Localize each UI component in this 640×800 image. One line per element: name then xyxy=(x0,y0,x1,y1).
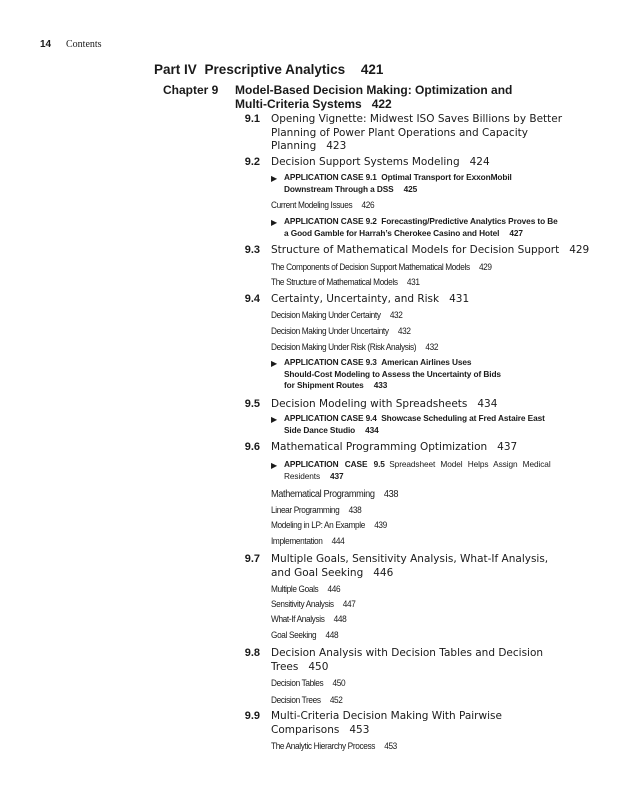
section-page: 450 xyxy=(308,660,329,673)
section-title-text: Structure of Mathematical Models for Decision Support xyxy=(271,244,560,256)
application-case-9-2[interactable] xyxy=(284,216,558,239)
subsection-title: Sensitivity Analysis xyxy=(271,599,334,609)
subsection-link[interactable] xyxy=(271,584,340,594)
section-9-2-title[interactable] xyxy=(271,156,490,170)
subsection-title: Decision Making Under Certainty xyxy=(271,310,381,320)
subsection-title: Multiple Goals xyxy=(271,584,319,594)
subsection-link[interactable] xyxy=(271,262,492,272)
subsection-title: Decision Trees xyxy=(271,695,321,705)
subsection-page: 432 xyxy=(389,310,403,320)
running-header: Contents xyxy=(66,39,102,50)
subsection-title: Decision Making Under Uncertainty xyxy=(271,326,389,336)
section-title-line: Planning xyxy=(271,140,317,153)
app-case-title: a Good Gamble for Harrah’s Cherokee Casino and Hotel xyxy=(284,227,500,238)
section-title-text: Decision Support Systems Modeling xyxy=(271,156,460,168)
subsection-page: 426 xyxy=(361,200,375,210)
subsection-title: What-If Analysis xyxy=(271,614,325,624)
app-case-page: 437 xyxy=(330,470,344,481)
section-title-line: Planning of Power Plant Operations and Capacity xyxy=(271,126,528,139)
section-page: 446 xyxy=(373,566,394,579)
subsection-title: Decision Tables xyxy=(271,678,324,688)
subsection-title: Mathematical Programming xyxy=(271,489,375,500)
section-page: 431 xyxy=(449,293,470,305)
app-case-label: APPLICATION CASE 9.5 xyxy=(284,459,385,469)
section-title-line: Opening Vignette: Midwest ISO Saves Billions by Better xyxy=(271,113,563,125)
app-case-label: APPLICATION CASE 9.1 xyxy=(284,172,377,182)
app-case-title: Showcase Scheduling at Fred Astaire East xyxy=(381,413,545,423)
subsection-link[interactable] xyxy=(271,614,346,624)
subsection-title: The Analytic Hierarchy Process xyxy=(271,741,376,751)
subsection-title: Goal Seeking xyxy=(271,630,317,640)
triangle-bullet-icon: ▶ xyxy=(271,218,278,227)
subsection-link[interactable] xyxy=(271,741,397,751)
app-case-page: 433 xyxy=(373,380,388,390)
subsection-title: Current Modeling Issues xyxy=(271,200,353,210)
section-number: 9.7 xyxy=(244,553,260,565)
app-case-title: Side Dance Studio xyxy=(284,424,356,435)
app-case-title: Downstream Through a DSS xyxy=(284,183,394,194)
section-9-7-title[interactable] xyxy=(271,553,548,580)
subsection-link[interactable] xyxy=(271,200,374,210)
application-case-9-5[interactable] xyxy=(284,459,551,482)
section-page: 437 xyxy=(497,441,518,453)
app-case-page: 427 xyxy=(509,227,523,238)
section-title-line: Trees xyxy=(271,660,299,673)
subsection-title: Linear Programming xyxy=(271,505,340,515)
subsection-page: 452 xyxy=(329,695,343,705)
subsection-link[interactable] xyxy=(271,342,438,352)
section-number: 9.2 xyxy=(244,156,260,168)
chapter-label: Chapter 9 xyxy=(163,83,219,97)
part-heading[interactable] xyxy=(154,62,383,77)
subsection-link[interactable] xyxy=(271,678,345,688)
section-9-9-title[interactable] xyxy=(271,710,502,737)
app-case-title: Forecasting/Predictive Analytics Proves to Be xyxy=(381,216,558,226)
app-case-page: 425 xyxy=(403,183,418,194)
triangle-bullet-icon: ▶ xyxy=(271,359,278,368)
subsection-title: Implementation xyxy=(271,536,323,546)
app-case-title: American Airlines Uses xyxy=(381,357,472,367)
subsection-title: The Structure of Mathematical Models xyxy=(271,277,398,287)
part-page: 421 xyxy=(360,62,384,77)
subsection-link[interactable] xyxy=(271,277,420,287)
part-title: Prescriptive Analytics xyxy=(204,62,346,77)
subsection-link[interactable] xyxy=(271,310,403,320)
section-page: 424 xyxy=(469,156,490,168)
section-title-text: Mathematical Programming Optimization xyxy=(271,441,488,453)
triangle-bullet-icon: ▶ xyxy=(271,461,278,470)
app-case-title: for Shipment Routes xyxy=(284,380,364,390)
section-9-5-title[interactable] xyxy=(271,398,497,412)
subsection-page: 439 xyxy=(374,520,387,530)
app-case-title: Should-Cost Modeling to Assess the Uncertainty of Bids xyxy=(284,368,501,379)
subsection-title: Decision Making Under Risk (Risk Analysis) xyxy=(271,342,417,352)
subsection-page: 448 xyxy=(325,630,339,640)
subsection-page: 444 xyxy=(331,536,345,546)
subsection-link[interactable] xyxy=(271,630,338,640)
application-case-9-3[interactable] xyxy=(284,357,501,392)
subsection-link[interactable] xyxy=(271,536,344,546)
chapter-title-line: Model-Based Decision Making: Optimization and xyxy=(235,83,513,97)
subsection-page: 447 xyxy=(342,599,356,609)
section-9-8-title[interactable] xyxy=(271,647,543,674)
section-title-line: Multiple Goals, Sensitivity Analysis, What-If Analysis, xyxy=(271,553,549,565)
subsection-link[interactable] xyxy=(271,599,356,609)
section-page: 423 xyxy=(326,140,347,153)
subsection-page: 450 xyxy=(332,678,346,688)
subsection-page: 429 xyxy=(478,262,492,272)
subsection-page: 432 xyxy=(425,342,439,352)
app-case-label: APPLICATION CASE 9.3 xyxy=(284,357,377,367)
subsection-page: 432 xyxy=(397,326,411,336)
section-number: 9.8 xyxy=(244,647,260,659)
page-number: 14 xyxy=(40,39,52,50)
app-case-title: Spreadsheet Model Helps Assign Medical xyxy=(389,459,551,469)
subsection-page: 438 xyxy=(383,489,399,500)
section-title-line: Comparisons xyxy=(271,723,340,736)
section-number: 9.4 xyxy=(244,293,260,305)
app-case-title: Residents xyxy=(284,470,320,481)
application-case-9-4[interactable] xyxy=(284,413,545,436)
section-title-line: and Goal Seeking xyxy=(271,566,364,579)
subsection-link[interactable] xyxy=(271,520,387,530)
triangle-bullet-icon: ▶ xyxy=(271,174,278,183)
subsection-page: 431 xyxy=(406,277,420,287)
section-number: 9.6 xyxy=(244,441,260,453)
section-title-line: Multi-Criteria Decision Making With Pairwise xyxy=(271,710,502,722)
chapter-title-line: Multi-Criteria Systems xyxy=(235,97,362,111)
section-9-4-title[interactable] xyxy=(271,293,469,307)
part-label: Part IV xyxy=(154,62,197,77)
section-9-1-title[interactable] xyxy=(271,113,562,154)
chapter-title[interactable] xyxy=(235,83,512,111)
section-title-text: Certainty, Uncertainty, and Risk xyxy=(271,293,440,305)
subsection-page: 448 xyxy=(333,614,347,624)
app-case-label: APPLICATION CASE 9.4 xyxy=(284,413,377,423)
app-case-page: 434 xyxy=(365,424,379,435)
subsection-link[interactable] xyxy=(271,489,398,500)
section-9-6-title[interactable] xyxy=(271,441,517,455)
subsection-title: Modeling in LP: An Example xyxy=(271,520,365,530)
section-9-3-title[interactable] xyxy=(271,244,589,258)
section-page: 434 xyxy=(477,398,498,410)
triangle-bullet-icon: ▶ xyxy=(271,415,278,424)
subsection-page: 438 xyxy=(348,505,362,515)
section-number: 9.9 xyxy=(244,710,260,722)
subsection-link[interactable] xyxy=(271,695,343,705)
app-case-label: APPLICATION CASE 9.2 xyxy=(284,216,377,226)
app-case-title: Optimal Transport for ExxonMobil xyxy=(381,172,512,182)
subsection-link[interactable] xyxy=(271,505,361,515)
section-title-line: Decision Analysis with Decision Tables and Decision xyxy=(271,647,544,659)
section-number: 9.5 xyxy=(244,398,260,410)
section-number: 9.1 xyxy=(244,113,260,125)
section-number: 9.3 xyxy=(244,244,260,256)
subsection-page: 446 xyxy=(327,584,341,594)
section-page: 429 xyxy=(569,244,590,256)
section-title-text: Decision Modeling with Spreadsheets xyxy=(271,398,468,410)
chapter-page: 422 xyxy=(371,97,392,111)
subsection-page: 453 xyxy=(384,741,397,751)
subsection-title: The Components of Decision Support Mathematical Models xyxy=(271,262,470,272)
application-case-9-1[interactable] xyxy=(284,172,512,195)
section-page: 453 xyxy=(349,723,370,736)
subsection-link[interactable] xyxy=(271,326,411,336)
